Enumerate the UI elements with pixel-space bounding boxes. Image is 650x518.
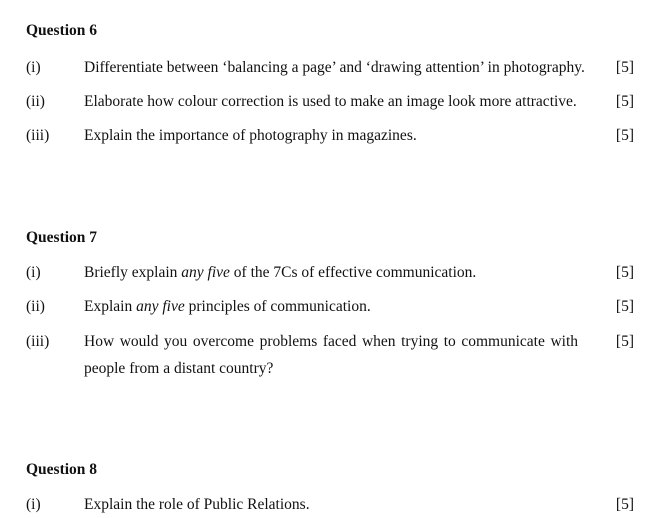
item-marks: [5] <box>615 264 634 281</box>
item-text <box>84 259 578 286</box>
item-text-emphasis: any five <box>181 264 230 281</box>
item-text-start: Briefly explain <box>84 264 182 281</box>
item-number: (iii) <box>26 127 50 144</box>
item-marks: [5] <box>615 496 634 513</box>
item-text: Differentiate between ‘balancing a page’ and ‘drawing attention’ in photography. <box>84 59 585 76</box>
item-marks: [5] <box>615 59 634 76</box>
item-number: (ii) <box>26 93 45 110</box>
item-text: How would you overcome problems faced when trying to communicate with people from a distant country? <box>84 333 578 377</box>
question-6-heading: Question 6 <box>26 22 98 39</box>
item-text-start: Explain <box>84 298 137 315</box>
item-number: (i) <box>26 264 41 281</box>
question-8-heading: Question 8 <box>26 461 98 478</box>
item-text-emphasis: any five <box>136 298 185 315</box>
item-text: Elaborate how colour correction is used to make an image look more attractive. <box>84 93 577 110</box>
item-text-end: of the 7Cs of effective communication. <box>229 264 477 281</box>
item-text <box>84 293 578 320</box>
question-7-heading: Question 7 <box>26 229 98 246</box>
item-number: (ii) <box>26 298 45 315</box>
item-marks: [5] <box>615 127 634 144</box>
item-number: (i) <box>26 496 41 513</box>
item-text: Explain the role of Public Relations. <box>84 496 310 513</box>
item-marks: [5] <box>615 333 634 350</box>
item-text-end: principles of communication. <box>184 298 371 315</box>
item-number: (i) <box>26 59 41 76</box>
item-text: Explain the importance of photography in magazines. <box>84 127 417 144</box>
item-number: (iii) <box>26 333 50 350</box>
item-marks: [5] <box>615 298 634 315</box>
item-marks: [5] <box>615 93 634 110</box>
